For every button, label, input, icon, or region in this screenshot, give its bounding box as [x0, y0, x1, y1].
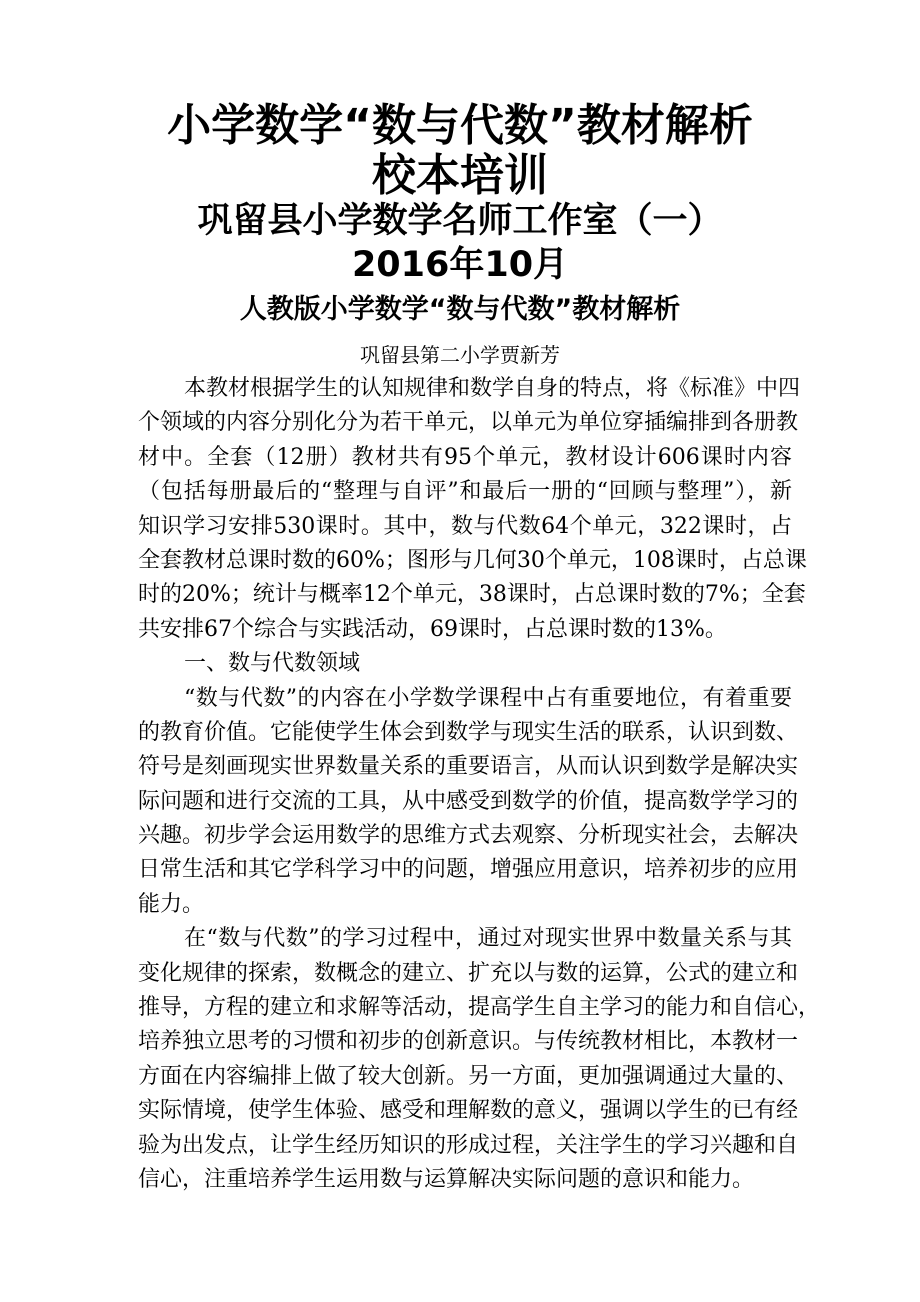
author-line: 巩留县第二小学贾新芳	[360, 343, 560, 367]
text-line: 实际情境，使学生体验、感受和理解数的意义，强调以学生的已有经	[138, 1098, 799, 1124]
document-body	[138, 372, 821, 1197]
document-title: 小学数学“数与代数”教材解析	[167, 100, 753, 151]
text-line: 的教育价值。它能使学生体会到数学与现实生活的联系，认识到数、	[138, 719, 799, 745]
text-line: 日常生活和其它学科学习中的问题，增强应用意识，培养初步的应用	[138, 857, 799, 883]
text-line: 方面在内容编排上做了较大创新。另一方面，更加强调通过大量的、	[138, 1063, 799, 1089]
text-line: 共安排67个综合与实践活动，69课时，占总课时数的13%。	[138, 616, 727, 642]
text-line: 时的20%；统计与概率12个单元，38课时，占总课时数的7%；全套	[138, 582, 806, 608]
text-line: “数与代数”的内容在小学数学课程中占有重要地位，有着重要	[184, 685, 792, 711]
text-line: 推导，方程的建立和求解等活动，提高学生自主学习的能力和自信心，	[138, 995, 821, 1021]
text-line: 材中。全套（12册）教材共有95个单元，教材设计606课时内容	[138, 444, 792, 470]
paragraph	[138, 372, 807, 647]
text-line: 知识学习安排530课时。其中，数与代数64个单元，322课时，占	[138, 513, 792, 539]
text-line: （包括每册最后的“整理与自评”和最后一册的“回顾与整理”），新	[138, 479, 792, 505]
section-heading	[138, 647, 792, 681]
text-line: 验为出发点，让学生经历知识的形成过程，关注学生的学习兴趣和自	[138, 1132, 799, 1158]
text-line: 一、数与代数领域	[184, 651, 361, 677]
date-heading: 2016年10月	[351, 245, 569, 285]
organization-heading: 巩留县小学数学名师工作室（一）	[197, 201, 723, 241]
paragraph	[138, 682, 799, 923]
text-line: 能力。	[138, 891, 205, 917]
text-line: 在“数与代数”的学习过程中，通过对现实世界中数量关系与其	[184, 926, 792, 952]
article-subtitle: 人教版小学数学“数与代数”教材解析	[239, 294, 681, 325]
text-line: 个领域的内容分别化分为若干单元，以单元为单位穿插编排到各册教	[138, 410, 799, 436]
text-line: 符号是刻画现实世界数量关系的重要语言，从而认识到数学是解决实	[138, 754, 799, 780]
text-line: 本教材根据学生的认知规律和数学自身的特点，将《标准》中四	[184, 376, 801, 401]
paragraph	[138, 922, 821, 1197]
text-line: 兴趣。初步学会运用数学的思维方式去观察、分析现实社会，去解决	[138, 823, 799, 849]
text-line: 际问题和进行交流的工具，从中感受到数学的价值，提高数学学习的	[138, 788, 799, 814]
text-line: 变化规律的探索，数概念的建立、扩充以与数的运算，公式的建立和	[138, 960, 799, 986]
text-line: 培养独立思考的习惯和初步的创新意识。与传统教材相比，本教材一	[138, 1029, 799, 1055]
document-title-line2: 校本培训	[372, 150, 548, 201]
text-line: 信心，注重培养学生运用数与运算解决实际问题的意识和能力。	[138, 1166, 755, 1192]
text-line: 全套教材总课时数的60%；图形与几何30个单元，108课时，占总课	[138, 547, 807, 573]
